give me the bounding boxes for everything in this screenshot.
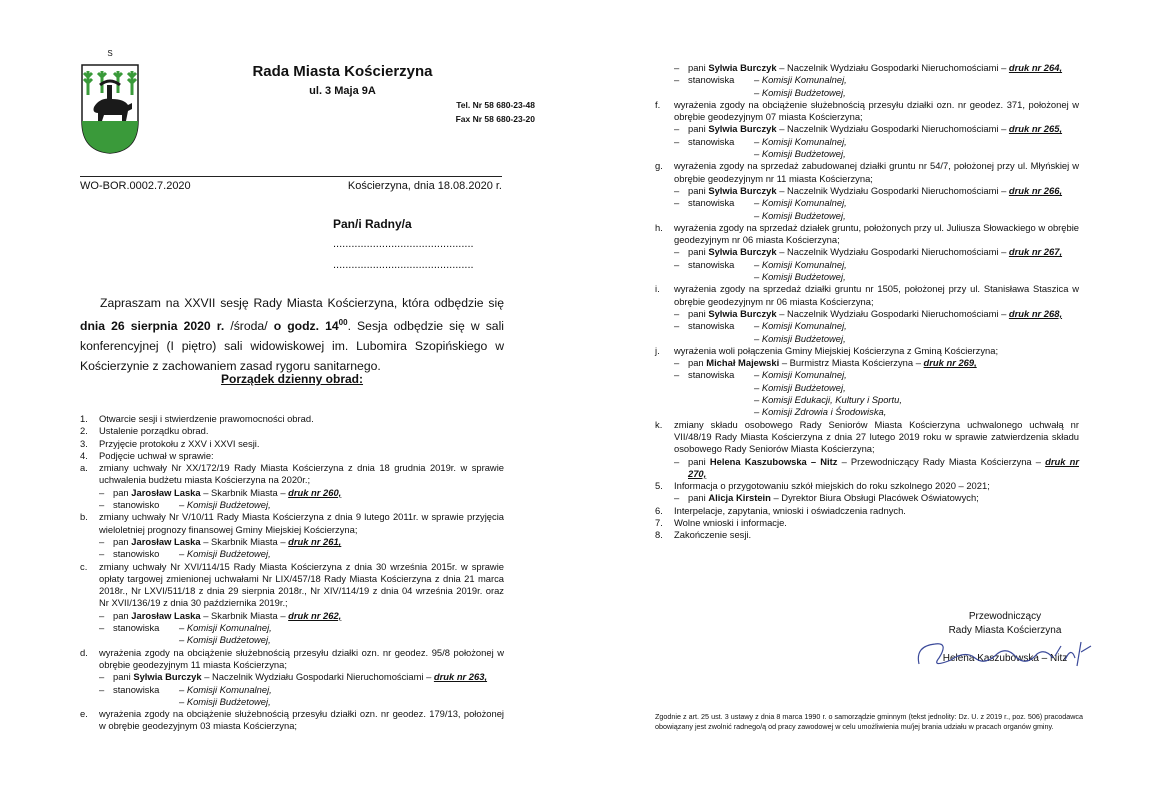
committee: – Komisji Komunalnej, — [179, 683, 272, 695]
print-number: druk nr 260, — [288, 486, 342, 498]
item-letter: f. — [655, 98, 661, 110]
item-number: 2. — [80, 425, 88, 437]
print-number: druk nr 267, — [1008, 246, 1063, 258]
presenter-name: Jarosław Laska — [131, 609, 201, 621]
presenter-role: – Naczelnik Wydziału Gospodarki Nieruchomościami – — [201, 671, 434, 683]
opinion-label: stanowisko — [113, 548, 160, 560]
committee-line: – stanowiska – Komisji Komunalnej, — [674, 135, 847, 147]
presenter-name: Michał Majewski — [706, 357, 780, 369]
resolution-item — [80, 462, 504, 487]
committee: – Komisji Komunalnej, — [754, 369, 847, 381]
presenter-name: Sylwia Burczyk — [708, 246, 777, 258]
resolution-item — [655, 419, 1079, 456]
committee: – Komisji Komunalnej, — [754, 74, 847, 86]
item-letter: g. — [655, 160, 663, 172]
committee: – Komisji Komunalnej, — [754, 197, 847, 209]
item-number: 4. — [80, 449, 88, 461]
presenter-line: – pani Sylwia Burczyk – Naczelnik Wydziału Gospodarki Nieruchomościami – druk nr 263, — [99, 671, 488, 683]
presenter-role: – Przewodniczący Rady Miasta Kościerzyna – — [837, 455, 1046, 467]
presenter-role: – Naczelnik Wydziału Gospodarki Nieruchomościami – — [776, 184, 1009, 196]
reference-number: WO-BOR.0002.7.2020 — [80, 180, 191, 192]
legal-footnote: Zgodnie z art. 25 ust. 3 ustawy z dnia 8 marca 1990 r. o samorządzie gminnym (tekst jednolity: Dz. U. z 2019 r., poz. 506) pracodawca obowiązany jest zwolnić radnego/ą od pracy zawodowej w celu umożliwienia mu/jej brania udziału w pracach organów gminy. — [655, 712, 1083, 731]
item-text: wyrażenia zgody na obciążenie służebnością przesyłu działki ozn. nr geodez. 179/13, położonej w obrębie geodezyjnym 03 miasta Kościerzyna; — [99, 708, 504, 732]
committee-line: – stanowisko – Komisji Budżetowej, — [99, 548, 271, 560]
committee: – Komisji Budżetowej, — [754, 148, 846, 160]
presenter-line: – pan Jarosław Laska – Skarbnik Miasta – druk nr 261, — [99, 535, 342, 547]
committee: – Komisji Edukacji, Kultury i Sportu, — [754, 394, 902, 406]
presenter-line: – pani Sylwia Burczyk – Naczelnik Wydziału Gospodarki Nieruchomościami – druk nr 268, — [674, 307, 1063, 319]
agenda-item — [80, 450, 504, 462]
committee-line: – stanowiska – Komisji Komunalnej, — [674, 197, 847, 209]
resolution-item — [80, 647, 504, 672]
item-number: 5. — [655, 480, 663, 492]
page-right — [575, 0, 1150, 810]
item-text: Ustalenie porządku obrad. — [99, 425, 209, 437]
intro-text: . Sesja odbędzie się w sali konferencyjnej (I piętro) sali widowiskowej im. Lubomira Szopińskiego w Kościerzynie z zachowaniem zasad rygoru sanitarnego. — [80, 319, 504, 374]
opinion-label: stanowiska — [688, 258, 735, 270]
phone-number: Tel. Nr 58 680-23-48 — [456, 100, 535, 110]
resolution-item — [80, 511, 504, 536]
presenter-title: pani — [688, 62, 706, 73]
item-text: zmiany uchwały Nr XVI/114/15 Rady Miasta Kościerzyna z dnia 30 września 2015r. w sprawie opłaty targowej zmienionej uchwałami Nr LIX/457/18 Rady Miasta Kościerzyna z dnia 21 marca 2018r., Nr LXVI/511/18 z dnia 29 sierpnia 2018r., Nr XIV/114/19 z dnia 04 września 2019r. oraz Nr XVII/136/19 z dnia 30 października 2019r.; — [99, 560, 504, 609]
presenter-line: – pan Jarosław Laska – Skarbnik Miasta – druk nr 260, — [99, 486, 342, 498]
presenter-line: – pani Sylwia Burczyk – Naczelnik Wydziału Gospodarki Nieruchomościami – druk nr 267, — [674, 246, 1063, 258]
print-number: druk nr 262, — [288, 609, 342, 621]
committee: – Komisji Budżetowej, — [179, 548, 271, 560]
item-text: wyrażenia zgody na sprzedaż działki gruntu nr 1505, położonej przy ul. Stanisława Staszica w obrębie geodezyjnym nr 06 miasta Kościerzyna; — [674, 283, 1079, 307]
session-time — [274, 319, 348, 333]
agenda-item — [655, 505, 1079, 517]
presenter-title: pan — [688, 357, 704, 369]
item-text: Przyjęcie protokołu z XXV i XXVI sesji. — [99, 437, 260, 449]
item-letter: i. — [655, 283, 660, 295]
item-text: wyrażenia zgody na obciążenie służebnością przesyłu działki ozn. nr geodez. 371, położonej w obrębie geodezyjnym 07 miasta Kościerzyna; — [674, 98, 1079, 123]
opinion-label: stanowiska — [113, 683, 160, 695]
resolution-item — [655, 99, 1079, 124]
print-number: druk nr 265, — [1008, 123, 1063, 135]
agenda-item — [80, 425, 504, 437]
presenter-name: Sylwia Burczyk — [708, 184, 777, 196]
fax-number: Fax Nr 58 680-23-20 — [455, 114, 535, 124]
opinion-label: stanowisko — [113, 499, 160, 511]
item-number: 1. — [80, 413, 88, 424]
committee: – Komisji Budżetowej, — [754, 271, 846, 283]
handwritten-signature-icon — [905, 636, 1105, 672]
presenter-title: pani — [113, 671, 131, 683]
item-text: Interpelacje, zapytania, wnioski i oświadczenia radnych. — [674, 504, 906, 516]
committee-line: – stanowiska – Komisji Komunalnej, — [99, 622, 272, 634]
agenda-item — [655, 517, 1079, 529]
presenter-role: – Dyrektor Biura Obsługi Placówek Oświatowych; — [770, 492, 979, 504]
item-number: 8. — [655, 529, 663, 541]
item-text: Otwarcie sesji i stwierdzenie prawomocności obrad. — [99, 413, 314, 424]
item-text: wyrażenia zgody na obciążenie służebnością przesyłu działki ozn. nr geodez. 95/8 położonej w obrębie geodezyjnym 11 miasta Kościerzyna; — [99, 646, 504, 670]
presenter-role: – Naczelnik Wydziału Gospodarki Nieruchomościami – — [776, 246, 1009, 258]
session-date: dnia 26 sierpnia 2020 r. — [80, 319, 225, 334]
presenter-role: – Burmistrz Miasta Kościerzyna – — [779, 357, 924, 369]
item-letter: j. — [655, 344, 660, 356]
agenda-list-continued — [655, 62, 1079, 542]
committee-line: – stanowiska – Komisji Komunalnej, — [674, 258, 847, 270]
presenter-name: Sylwia Burczyk — [133, 671, 202, 683]
agenda-item — [80, 413, 504, 425]
item-number: 6. — [655, 504, 663, 516]
committee-line: – stanowiska – Komisji Komunalnej, — [674, 320, 847, 332]
presenter-role: – Skarbnik Miasta – — [200, 609, 289, 621]
item-letter: a. — [80, 462, 88, 474]
presenter-name: Sylwia Burczyk — [708, 123, 777, 135]
committee: – Komisji Budżetowej, — [754, 381, 846, 393]
agenda-heading: Porządek dzienny obrad: — [220, 372, 364, 386]
crest-letter: S — [107, 49, 113, 58]
committee: – Komisji Budżetowej, — [179, 499, 271, 511]
resolution-item — [655, 222, 1079, 247]
presenter-name: Jarosław Laska — [131, 486, 201, 498]
signatory-body: Rady Miasta Kościerzyna — [948, 625, 1062, 636]
item-letter: k. — [655, 418, 663, 430]
agenda-item — [655, 529, 1079, 541]
presenter-title: pan — [113, 609, 129, 621]
committee: – Komisji Komunalnej, — [179, 622, 272, 634]
committee: – Komisji Budżetowej, — [754, 86, 846, 98]
council-name: Rada Miasta Kościerzyna — [252, 63, 433, 80]
item-text: Zakończenie sesji. — [674, 529, 752, 541]
header-divider — [80, 176, 502, 177]
presenter-role: – Naczelnik Wydziału Gospodarki Nieruchomościami – — [776, 123, 1009, 135]
item-letter: d. — [80, 646, 88, 658]
item-text: zmiany uchwały Nr V/10/11 Rady Miasta Kościerzyna z dnia 9 lutego 2011r. w sprawie przyjęcia wieloletniej prognozy finansowej Gminy Miejskiej Kościerzyna; — [99, 511, 504, 535]
presenter-title: pani — [688, 184, 706, 196]
item-number: 3. — [80, 437, 88, 449]
committee-line: – stanowiska – Komisji Komunalnej, — [674, 74, 847, 86]
presenter-role: – Naczelnik Wydziału Gospodarki Nieruchomościami – — [776, 307, 1009, 319]
committee: – Komisji Budżetowej, — [754, 209, 846, 221]
print-number: druk nr 263, — [433, 671, 488, 683]
committee: – Komisji Komunalnej, — [754, 135, 847, 147]
presenter-title: pan — [113, 535, 129, 547]
committee: – Komisji Budżetowej, — [179, 634, 271, 646]
opinion-label: stanowiska — [688, 320, 735, 332]
committee-line: – stanowiska – Komisji Komunalnej, — [99, 683, 272, 695]
presenter-line: – pan Michał Majewski – Burmistrz Miasta Kościerzyna – druk nr 269, — [674, 357, 977, 369]
signatory-name: Helena Kaszubowska – Nitz — [942, 653, 1068, 664]
presenter-line: – pani Sylwia Burczyk – Naczelnik Wydziału Gospodarki Nieruchomościami – druk nr 265, — [674, 123, 1063, 135]
item-text: zmiany składu osobowego Rady Seniorów Miasta Kościerzyna uchwalonego uchwałą nr VII/48/19 Rady Miasta Kościerzyna z dnia 27 lutego 2019 roku w sprawie zatwierdzenia składu osobowego Rady Seniorów Miasta Kościerzyna; — [674, 418, 1079, 455]
opinion-label: stanowiska — [688, 135, 735, 147]
presenter-line: – pani Helena Kaszubowska – Nitz – Przewodniczący Rady Miasta Kościerzyna – druk nr 270, — [674, 455, 1079, 479]
agenda-item — [80, 438, 504, 450]
opinion-label: stanowiska — [688, 197, 735, 209]
letter-date: Kościerzyna, dnia 18.08.2020 r. — [347, 180, 502, 192]
invitation-text — [80, 293, 504, 376]
signatory-role: Przewodniczący — [968, 611, 1042, 622]
presenter-name: Helena Kaszubowska – Nitz — [709, 455, 838, 467]
committee: – Komisji Zdrowia i Środowiska, — [754, 406, 887, 418]
addressee-line: .............................................. — [333, 238, 474, 250]
print-number: druk nr 269, — [923, 357, 977, 369]
resolution-item — [655, 345, 1079, 357]
presenter-line: – pani Sylwia Burczyk – Naczelnik Wydziału Gospodarki Nieruchomościami – druk nr 266, — [674, 184, 1063, 196]
presenter-title: pani — [688, 123, 706, 135]
presenter-role: – Skarbnik Miasta – — [200, 486, 289, 498]
item-number: 7. — [655, 516, 663, 528]
item-letter: h. — [655, 221, 663, 233]
item-text: wyrażenia zgody na sprzedaż działek gruntu, położonych przy ul. Juliusza Słowackiego w obrębie geodezyjnym nr 06 miasta Kościerzyna; — [674, 221, 1079, 246]
item-text: Wolne wnioski i informacje. — [674, 516, 787, 528]
presenter-name: Sylwia Burczyk — [708, 307, 777, 319]
presenter-role: – Naczelnik Wydziału Gospodarki Nieruchomościami – — [776, 62, 1009, 73]
presenter-title: pani — [688, 455, 706, 467]
committee: – Komisji Budżetowej, — [179, 695, 271, 707]
item-text: wyrażenia zgody na sprzedaż zabudowanej działki gruntu nr 54/7, położonej przy ul. Młyńskiej w obrębie geodezyjnym nr 11 miasta Kościerzyna; — [674, 160, 1079, 184]
committee: – Komisji Komunalnej, — [754, 258, 847, 270]
resolution-item — [655, 283, 1079, 308]
presenter-line: – pani Alicja Kirstein – Dyrektor Biura Obsługi Placówek Oświatowych; — [674, 492, 979, 504]
session-time-text: o godz. 14 — [273, 319, 339, 334]
intro-text: Zapraszam na XXVII sesję Rady Miasta Kościerzyna, która odbędzie się — [100, 296, 504, 310]
committee: – Komisji Budżetowej, — [754, 332, 846, 344]
presenter-title: pan — [113, 486, 129, 498]
print-number: druk nr 266, — [1008, 184, 1063, 196]
presenter-line: – pan Jarosław Laska – Skarbnik Miasta – druk nr 262, — [99, 609, 342, 621]
resolution-item — [80, 561, 504, 610]
committee-line: – stanowiska – Komisji Komunalnej, — [674, 369, 847, 381]
presenter-name: Alicja Kirstein — [708, 492, 771, 504]
intro-text: /środa/ — [224, 319, 274, 334]
item-text: Podjęcie uchwał w sprawie: — [99, 449, 214, 461]
council-address: ul. 3 Maja 9A — [309, 85, 376, 97]
resolution-item — [655, 160, 1079, 185]
print-number: druk nr 268, — [1008, 307, 1063, 319]
opinion-label: stanowiska — [113, 622, 160, 634]
opinion-label: stanowiska — [688, 74, 735, 86]
presenter-title: pani — [688, 307, 706, 319]
print-number: druk nr 261, — [288, 535, 342, 547]
coat-of-arms-bear-icon — [80, 49, 140, 155]
item-text: Informacja o przygotowaniu szkół miejskich do roku szkolnego 2020 – 2021; — [674, 480, 990, 492]
print-number: druk nr 270, — [688, 455, 1079, 479]
item-letter: c. — [80, 560, 88, 572]
agenda-list — [80, 413, 504, 733]
print-number: druk nr 264, — [1008, 62, 1063, 73]
item-letter: b. — [80, 511, 88, 523]
addressee-label: Pan/i Radny/a — [333, 217, 412, 231]
presenter-role: – Skarbnik Miasta – — [200, 535, 289, 547]
opinion-label: stanowiska — [688, 369, 735, 381]
committee-line: – stanowisko – Komisji Budżetowej, — [99, 499, 271, 511]
session-time-minutes: 00 — [338, 318, 348, 327]
presenter-name: Sylwia Burczyk — [708, 62, 777, 73]
item-text: zmiany uchwały Nr XX/172/19 Rady Miasta Kościerzyna z dnia 18 grudnia 2019r. w sprawie uchwalenia budżetu miasta Kościerzyna na 2020r.; — [99, 462, 504, 486]
committee: – Komisji Komunalnej, — [754, 320, 847, 332]
presenter-line: – pani Sylwia Burczyk – Naczelnik Wydziału Gospodarki Nieruchomościami – druk nr 264, — [674, 62, 1063, 73]
agenda-item — [655, 480, 1079, 492]
presenter-title: pani — [688, 246, 706, 258]
presenter-name: Jarosław Laska — [131, 535, 201, 547]
resolution-item — [80, 708, 504, 733]
presenter-title: pani — [688, 492, 706, 504]
item-text: wyrażenia woli połączenia Gminy Miejskiej Kościerzyna z Gminą Kościerzyna; — [674, 344, 999, 356]
addressee-line: .............................................. — [333, 259, 474, 271]
item-letter: e. — [80, 708, 88, 720]
